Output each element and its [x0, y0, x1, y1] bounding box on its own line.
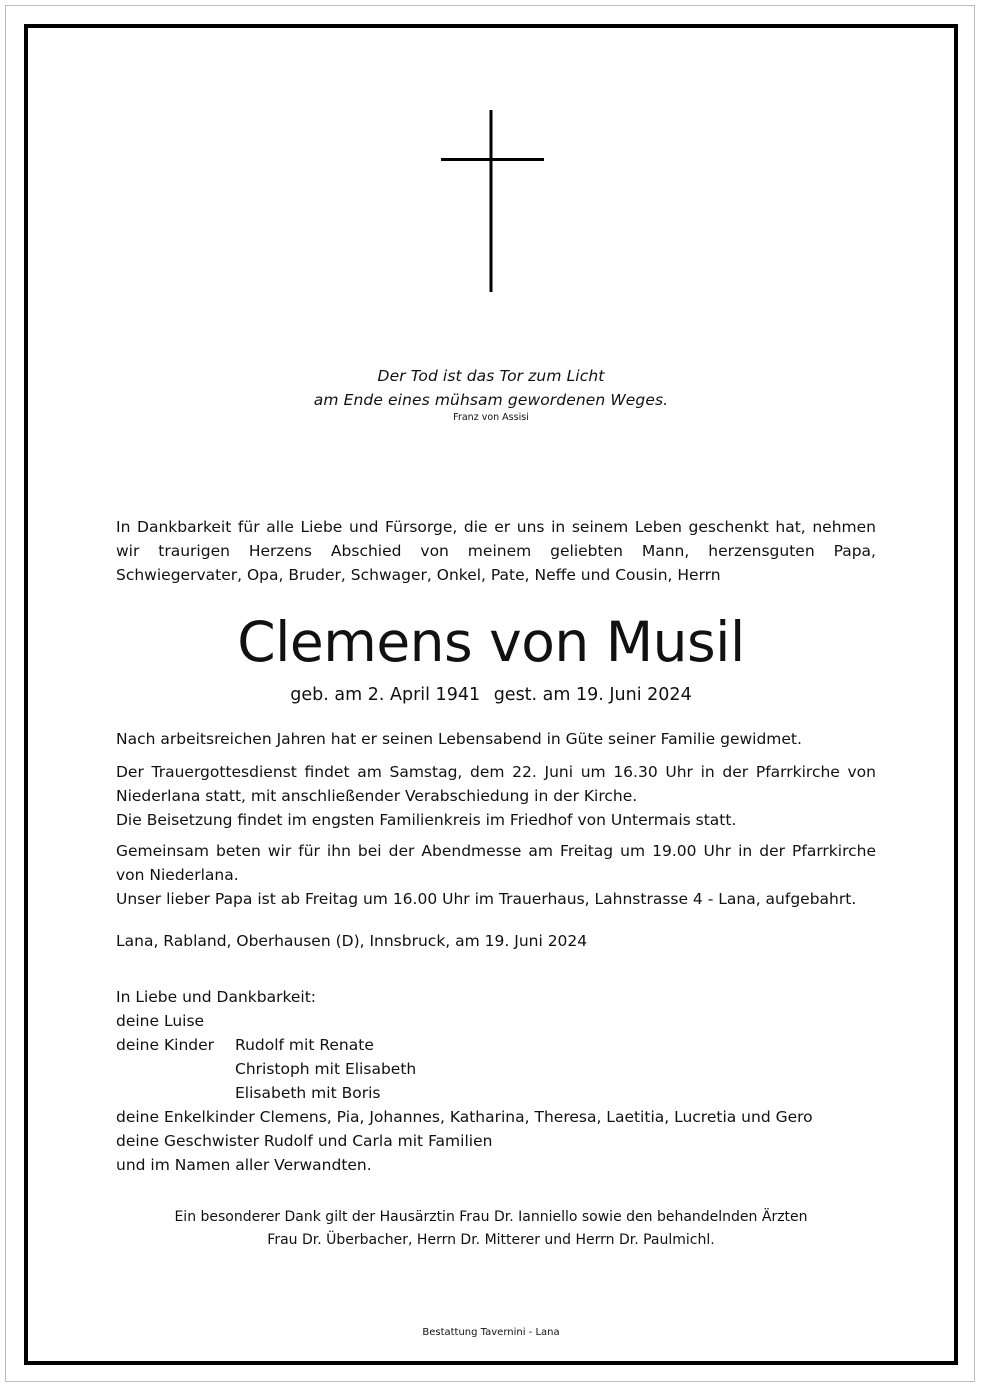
place-date: Lana, Rabland, Oberhausen (D), Innsbruck, am 19. Juni 2024 [116, 932, 588, 950]
thanks-line-2: Frau Dr. Überbacher, Herrn Dr. Mitterer und Herrn Dr. Paulmichl. [267, 1232, 715, 1248]
mourner-wife: deine Luise [116, 1012, 205, 1030]
death-date: gest. am 19. Juni 2024 [493, 685, 692, 705]
mourners-list [116, 985, 876, 1177]
mourner-siblings: deine Geschwister Rudolf und Carla mit Familien [116, 1132, 493, 1150]
intro-paragraph: In Dankbarkeit für alle Liebe und Fürsorge, die er uns in seinem Leben geschenkt hat, nehmen wir traurigen Herzens Abschied von meinem geliebten Mann, herzensguten Papa, Schwiegervater, Opa, Bruder, Schwager, Onkel, Pate, Neffe und Cousin, Herrn [116, 518, 876, 584]
cross-icon [441, 110, 544, 292]
quote-block [0, 364, 982, 424]
quote-author: Franz von Assisi [453, 412, 529, 423]
burial-text: Die Beisetzung findet im engsten Familienkreis im Friedhof von Untermais statt. [116, 811, 737, 829]
child-entry: Elisabeth mit Boris [235, 1084, 381, 1102]
children-label: deine Kinder [116, 1036, 215, 1054]
deceased-name: Clemens von Musil [237, 610, 745, 674]
mourner-relatives: und im Namen aller Verwandten. [116, 1156, 372, 1174]
child-entry: Rudolf mit Renate [235, 1036, 374, 1054]
evening-mass-text: Gemeinsam beten wir für ihn bei der Abendmesse am Freitag um 19.00 Uhr in der Pfarrkirche von Niederlana. [116, 842, 876, 884]
evening-mass-block [116, 839, 876, 911]
children-row [116, 1033, 876, 1105]
mourners-heading: In Liebe und Dankbarkeit: [116, 988, 317, 1006]
laying-out-text: Unser lieber Papa ist ab Freitag um 16.00 Uhr im Trauerhaus, Lahnstrasse 4 - Lana, aufgebahrt. [116, 890, 857, 908]
thanks-line-1: Ein besonderer Dank gilt der Hausärztin Frau Dr. Ianniello sowie den behandelnden Ärzten [174, 1209, 808, 1225]
children-list [235, 1033, 416, 1105]
mourner-grandchildren: deine Enkelkinder Clemens, Pia, Johannes, Katharina, Theresa, Laetitia, Lucretia und Gero [116, 1108, 813, 1126]
thanks-block [0, 1206, 982, 1252]
life-dates [0, 681, 982, 709]
funeral-service-block [116, 760, 876, 832]
quote-line-2: am Ende eines mühsam gewordenen Weges. [313, 391, 669, 409]
child-entry: Christoph mit Elisabeth [235, 1060, 417, 1078]
birth-date: geb. am 2. April 1941 [290, 685, 481, 705]
life-paragraph: Nach arbeitsreichen Jahren hat er seinen Lebensabend in Güte seiner Familie gewidmet. [116, 730, 802, 748]
quote-line-1: Der Tod ist das Tor zum Licht [377, 367, 605, 385]
funeral-home-footer: Bestattung Tavernini - Lana [422, 1327, 560, 1338]
funeral-service-text: Der Trauergottesdienst findet am Samstag, dem 22. Juni um 16.30 Uhr in der Pfarrkirche von Niederlana statt, mit anschließender Verabschiedung in der Kirche. [116, 763, 876, 805]
